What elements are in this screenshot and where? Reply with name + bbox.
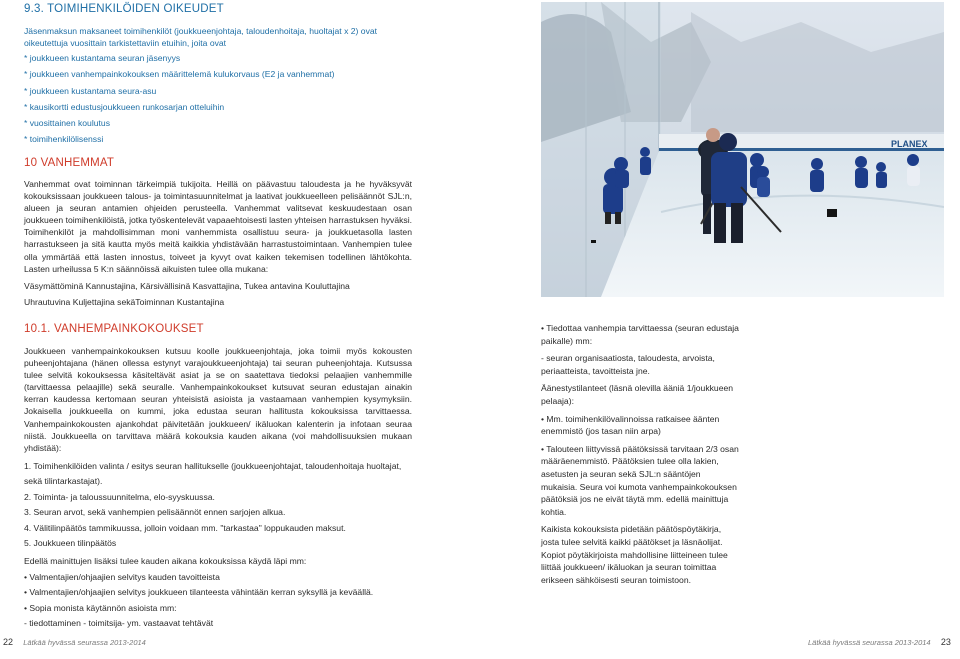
benefits-list bbox=[24, 50, 414, 147]
section-10-1-title: 10.1. VANHEMPAINKOKOUKSET bbox=[24, 323, 204, 335]
right-page-number: 23 bbox=[940, 637, 951, 647]
section-9-3-body bbox=[24, 25, 414, 147]
rink-banner-text: PLANEX bbox=[891, 139, 928, 149]
list-item: 3. Seuran arvot, sekä vanhempien pelisäännöt ennen sarjojen alkua. bbox=[24, 507, 286, 518]
right-footer-title: Lätkää hyvässä seurassa 2013-2014 bbox=[808, 638, 931, 647]
list-item: 2. Toiminta- ja taloussuunnitelma, elo-syyskuussa. bbox=[24, 491, 215, 502]
section-10-1-body bbox=[24, 345, 412, 632]
meeting-list bbox=[24, 459, 412, 552]
equipment-bag bbox=[827, 209, 837, 217]
left-page-number: 22 bbox=[3, 637, 14, 647]
right-para-4: • Mm. toimihenkilövalinnoissa ratkaisee äänten enemmistö (jos tasan niin arpa) bbox=[541, 413, 720, 437]
right-para-1: • Tiedottaa vanhempia tarvittaessa (seuran edustaja paikalle) mm: bbox=[541, 323, 739, 346]
right-para-2: - seuran organisaatiosta, taloudesta, arvoista, periaatteista, tavoitteista jne. bbox=[541, 353, 715, 376]
section-10-1-lead: Edellä mainittujen lisäksi tulee kauden aikana kokouksissa käydä läpi mm: bbox=[24, 555, 307, 566]
right-column bbox=[541, 322, 739, 586]
list-item: 1. Toimihenkilöiden valinta / esitys seuran hallitukselle (joukkueenjohtajat, taloudenhoitaja huoltajat, sekä tilintarkastajat). bbox=[24, 460, 402, 487]
hockey-practice-photo bbox=[541, 2, 944, 297]
footer-left bbox=[3, 637, 146, 647]
section-10-para3: Uhrautuvina Kuljettajina sekäToiminnan Kustantajina bbox=[24, 296, 225, 307]
list-item: 4. Välitilinpäätös tammikuussa, jolloin voidaan mm. "tarkastaa" loppukauden maksut. bbox=[24, 522, 346, 533]
list-item: * joukkueen kustantama seura-asu bbox=[24, 85, 157, 96]
list-item: • Sopia monista käytännön asioista mm: bbox=[24, 602, 177, 613]
list-item: • Valmentajien/ohjaajien selvitys joukkueen tilanteesta vähintään kerran syksyllä ja keväällä. bbox=[24, 587, 374, 598]
list-item: * joukkueen vanhempainkokouksen määrittelemä kulukorvaus (E2 ja vanhemmat) bbox=[24, 69, 335, 80]
right-para-6: Kaikista kokouksista pidetään päätöspöytäkirja, josta tulee selvitä kaikki päätökset ja läsnäolijat. Kopiot pöytäkirjoista mahdollisine liitteineen tulee liittää joukkueen/ ikäluokan ja seuran toimittaa erikseen sähköisesti seuran toimistoon. bbox=[541, 524, 728, 585]
list-item: - tiedottaminen - toimitsija- ym. vastaavat tehtävät bbox=[24, 618, 214, 629]
left-footer-title: Lätkää hyvässä seurassa 2013-2014 bbox=[23, 638, 146, 647]
footer-right bbox=[808, 637, 951, 647]
section-9-3-title: 9.3. TOIMIHENKILÖIDEN OIKEUDET bbox=[24, 3, 224, 15]
list-item: * toimihenkilölisenssi bbox=[24, 134, 104, 145]
hockey-practice-illustration bbox=[541, 2, 944, 297]
section-10-body bbox=[24, 178, 412, 308]
list-item: * joukkueen kustantama seuran jäsenyys bbox=[24, 53, 181, 64]
right-para-3: Äänestystilanteet (läsnä olevilla ääniä 1/joukkueen pelaaja): bbox=[541, 383, 734, 406]
section-10-title: 10 VANHEMMAT bbox=[24, 157, 115, 169]
section-10-para1: Vanhemmat ovat toiminnan tärkeimpiä tukijoita. Heillä on päävastuu taloudesta ja he hyväksyvät kokouksissaan joukkueen talous- ja toimintasuunnitelmat ja laativat joukkueelleen pelisäännöt SJL:n, alueen ja seuran antamien ohjeiden perusteella. Vanhemmat valitsevat keskuudestaan osan joukkueen toimihenkilöistä, jotka työskentelevät vapaaehtoisesti lasten yhteisen harrastuksen hyväksi. Toimihenkilöt ja mahdollisimman moni vanhemmista osallistuu seura- ja joukkuetasolla lasten harrastukseen ja sitä kautta myös meitä kaikkia yhdistävään harrastustoimintaan. Vanhempien tulee olla ymmärtää että lasten innostus, toiveet ja kyvyt ovat kaiken tekemisen todellinen lähtökohta. Lasten urheilussa 5 K:n säännöissä aikuisten tulee olla mukana: bbox=[24, 179, 412, 274]
list-item: 5. Joukkueen tilinpäätös bbox=[24, 538, 117, 549]
list-item: • Valmentajien/ohjaajien selvitys kauden tavoitteista bbox=[24, 571, 220, 582]
meeting-topics-list bbox=[24, 570, 412, 632]
section-10-para2: Väsymättöminä Kannustajina, Kärsivällisinä Kasvattajina, Tukea antavina Kouluttajina bbox=[24, 280, 350, 291]
section-10-1-intro: Joukkueen vanhempainkokouksen kutsuu koolle joukkueenjohtaja, joka toimii myös kokousten puheenjohtajana (hänen ollessa estynyt varajoukkueenjohtaja) tai seuran puheenjohtaja. Kutsussa tulee selvitä kokouksessa käsiteltävät asiat ja se on saatettava tiedoksi pelaajien vanhemmille (tarvittaessa pelaajille) sekä seuralle. Vanhempainkokoukset kutsuvat seuran edustajan ainakin kerran kaudessa kertomaan seuran yhteisistä asioista ja vastaamaan vanhempien kysymyksiin. Jokaisella joukkueella on kummi, joka edustaa seuran hallitusta kokouksissa tarvittaessa. Vanhempainkokousten ajankohdat päivitetään joukkueen/ ikäluokan kalenterin ja infotaan seuraa niistä. Joukkueella on tarvittava määrä kokouksia kauden aikana (voi mahdollisuuksien mukaan yhdistää): bbox=[24, 346, 412, 453]
right-para-5: • Talouteen liittyvissä päätöksissä tarvitaan 2/3 osan määräenemmistö. Päätöksien tulee olla lakien, asetusten ja seuran sekä SJL:n sääntöjen mukaisia. Seura voi kumota vanhempainkokouksen päätöksiä jos ne eivät täytä mm. edellä mainittuja kohtia. bbox=[541, 443, 739, 517]
list-item: * vuosittainen koulutus bbox=[24, 118, 110, 128]
list-item: * kausikortti edustusjoukkueen runkosarjan otteluihin bbox=[24, 101, 225, 112]
section-9-3-intro: Jäsenmaksun maksaneet toimihenkilöt (joukkueenjohtaja, taloudenhoitaja, huoltajat x 2) ovat oikeutettuja vuosittain tarkistettaviin etuihin, joita ovat bbox=[24, 26, 378, 49]
